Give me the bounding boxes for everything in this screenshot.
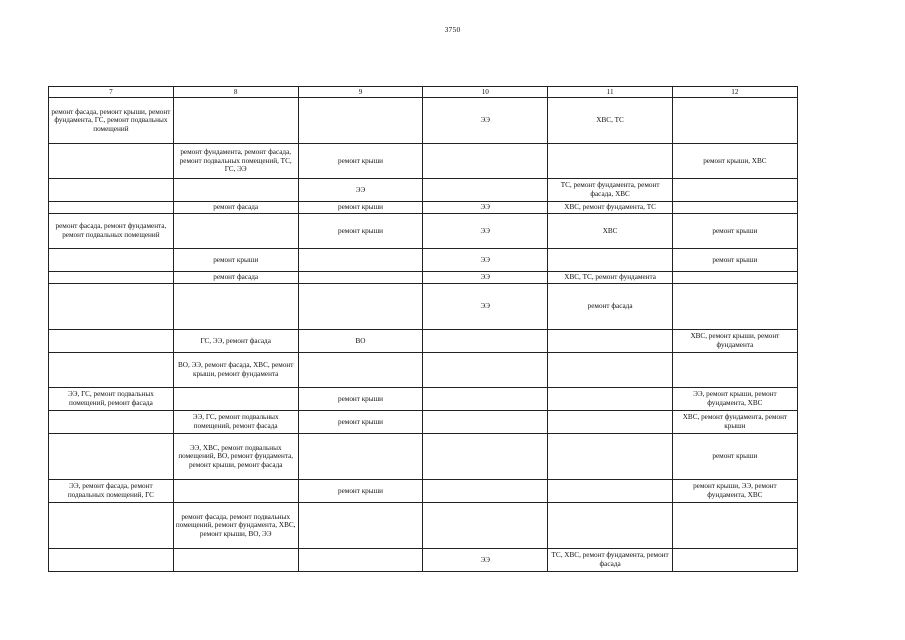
table-cell bbox=[173, 284, 298, 330]
table-cell bbox=[49, 202, 174, 214]
table-cell: ремонт фасада, ремонт фундамента, ремонт подвальных помещений bbox=[49, 214, 174, 249]
table-cell: ремонт фасада bbox=[173, 272, 298, 284]
column-header: 7 bbox=[49, 87, 174, 98]
table-cell bbox=[49, 272, 174, 284]
table-cell bbox=[548, 503, 673, 549]
table-cell bbox=[298, 503, 423, 549]
table-cell bbox=[548, 330, 673, 353]
table-cell: ремонт крыши bbox=[298, 480, 423, 503]
table-cell bbox=[548, 144, 673, 179]
column-header: 12 bbox=[672, 87, 797, 98]
table-cell bbox=[672, 202, 797, 214]
table-row bbox=[49, 480, 798, 503]
table-cell: ремонт крыши bbox=[298, 144, 423, 179]
table-cell: ЭЭ bbox=[423, 284, 548, 330]
table-cell bbox=[423, 480, 548, 503]
table-cell: ХВС, ТС, ремонт фундамента bbox=[548, 272, 673, 284]
table-row bbox=[49, 179, 798, 202]
table-cell: ремонт фасада bbox=[548, 284, 673, 330]
table-cell: ЭЭ bbox=[423, 202, 548, 214]
table-cell: ВО, ЭЭ, ремонт фасада, ХВС, ремонт крыши, ремонт фундамента bbox=[173, 353, 298, 388]
table-cell: ЭЭ bbox=[423, 249, 548, 272]
table-cell: ЭЭ bbox=[298, 179, 423, 202]
table-cell bbox=[298, 284, 423, 330]
table-cell bbox=[423, 434, 548, 480]
table-cell: ХВС, ремонт фундамента, ТС bbox=[548, 202, 673, 214]
table-cell bbox=[173, 549, 298, 572]
table-cell: ТС, ремонт фундамента, ремонт фасада, ХВС bbox=[548, 179, 673, 202]
table-cell bbox=[672, 179, 797, 202]
table-cell bbox=[298, 353, 423, 388]
table-row bbox=[49, 388, 798, 411]
table-cell: ремонт крыши, ЭЭ, ремонт фундамента, ХВС bbox=[672, 480, 797, 503]
works-table bbox=[48, 86, 798, 572]
column-header: 9 bbox=[298, 87, 423, 98]
table-cell bbox=[49, 549, 174, 572]
table-cell bbox=[49, 284, 174, 330]
table-row bbox=[49, 272, 798, 284]
page-number: 3750 bbox=[444, 25, 461, 34]
table-cell bbox=[672, 98, 797, 144]
table-cell bbox=[173, 480, 298, 503]
table-cell bbox=[173, 98, 298, 144]
column-header: 10 bbox=[423, 87, 548, 98]
table-cell: ремонт фасада bbox=[173, 202, 298, 214]
table-row bbox=[49, 98, 798, 144]
table-cell bbox=[672, 272, 797, 284]
table-cell bbox=[423, 388, 548, 411]
table-cell: ЭЭ, ГС, ремонт подвальных помещений, ремонт фасада bbox=[49, 388, 174, 411]
table-cell: ремонт крыши, ХВС bbox=[672, 144, 797, 179]
table-cell bbox=[423, 353, 548, 388]
table-row bbox=[49, 353, 798, 388]
table-cell: ТС, ХВС, ремонт фундамента, ремонт фасада bbox=[548, 549, 673, 572]
table-cell bbox=[672, 549, 797, 572]
table-cell: ХВС bbox=[548, 214, 673, 249]
table-cell bbox=[173, 179, 298, 202]
table-row bbox=[49, 284, 798, 330]
table-cell bbox=[49, 434, 174, 480]
table-cell: ремонт фундамента, ремонт фасада, ремонт подвальных помещений, ТС, ГС, ЭЭ bbox=[173, 144, 298, 179]
table-row bbox=[49, 434, 798, 480]
table-cell bbox=[423, 411, 548, 434]
table-cell: ХВС, ТС bbox=[548, 98, 673, 144]
table-cell: ремонт крыши bbox=[298, 411, 423, 434]
table-cell: ЭЭ bbox=[423, 98, 548, 144]
table-cell: ХВС, ремонт фундамента, ремонт крыши bbox=[672, 411, 797, 434]
table-cell bbox=[548, 388, 673, 411]
table-cell: ВО bbox=[298, 330, 423, 353]
table-cell: ЭЭ bbox=[423, 272, 548, 284]
table-cell bbox=[672, 503, 797, 549]
table-cell bbox=[49, 411, 174, 434]
table-cell: ЭЭ, ХВС, ремонт подвальных помещений, ВО, ремонт фундамента, ремонт крыши, ремонт фасада bbox=[173, 434, 298, 480]
table-row bbox=[49, 202, 798, 214]
table-cell bbox=[49, 144, 174, 179]
table-cell bbox=[298, 249, 423, 272]
table-cell bbox=[548, 411, 673, 434]
table-cell: ЭЭ, ГС, ремонт подвальных помещений, ремонт фасада bbox=[173, 411, 298, 434]
table-cell: ремонт фасада, ремонт крыши, ремонт фундамента, ГС, ремонт подвальных помещений bbox=[49, 98, 174, 144]
table-cell: ремонт фасада, ремонт подвальных помещений, ремонт фундамента, ХВС, ремонт крыши, ВО, ЭЭ bbox=[173, 503, 298, 549]
table-cell bbox=[49, 503, 174, 549]
table-cell: ЭЭ bbox=[423, 549, 548, 572]
table-row bbox=[49, 549, 798, 572]
table-row bbox=[49, 214, 798, 249]
table-cell: ЭЭ bbox=[423, 214, 548, 249]
table-cell bbox=[423, 144, 548, 179]
table-cell bbox=[548, 353, 673, 388]
table-cell bbox=[298, 434, 423, 480]
table-cell bbox=[423, 503, 548, 549]
table-cell: ремонт крыши bbox=[298, 214, 423, 249]
table-cell bbox=[423, 179, 548, 202]
table-cell: ЭЭ, ремонт крыши, ремонт фундамента, ХВС bbox=[672, 388, 797, 411]
table-cell bbox=[298, 272, 423, 284]
table-cell bbox=[548, 480, 673, 503]
table-row bbox=[49, 144, 798, 179]
header-row bbox=[49, 87, 798, 98]
table-row bbox=[49, 249, 798, 272]
table-cell: ГС, ЭЭ, ремонт фасада bbox=[173, 330, 298, 353]
table-cell bbox=[672, 284, 797, 330]
table-cell bbox=[423, 330, 548, 353]
table-cell bbox=[298, 549, 423, 572]
table-row bbox=[49, 503, 798, 549]
column-header: 8 bbox=[173, 87, 298, 98]
column-header: 11 bbox=[548, 87, 673, 98]
table-cell bbox=[672, 353, 797, 388]
table-cell: ремонт крыши bbox=[298, 202, 423, 214]
table-cell bbox=[548, 434, 673, 480]
table-cell bbox=[49, 179, 174, 202]
table-cell bbox=[49, 330, 174, 353]
table-cell bbox=[298, 98, 423, 144]
table-cell bbox=[49, 249, 174, 272]
table-cell: ремонт крыши bbox=[672, 214, 797, 249]
table-cell: ХВС, ремонт крыши, ремонт фундамента bbox=[672, 330, 797, 353]
table-row bbox=[49, 330, 798, 353]
table-row bbox=[49, 411, 798, 434]
table-cell bbox=[548, 249, 673, 272]
table-cell bbox=[173, 214, 298, 249]
table-cell: ремонт крыши bbox=[672, 434, 797, 480]
table-cell: ЭЭ, ремонт фасада, ремонт подвальных помещений, ГС bbox=[49, 480, 174, 503]
table-cell: ремонт крыши bbox=[298, 388, 423, 411]
table-cell: ремонт крыши bbox=[173, 249, 298, 272]
table-cell bbox=[49, 353, 174, 388]
table-cell: ремонт крыши bbox=[672, 249, 797, 272]
table-cell bbox=[173, 388, 298, 411]
